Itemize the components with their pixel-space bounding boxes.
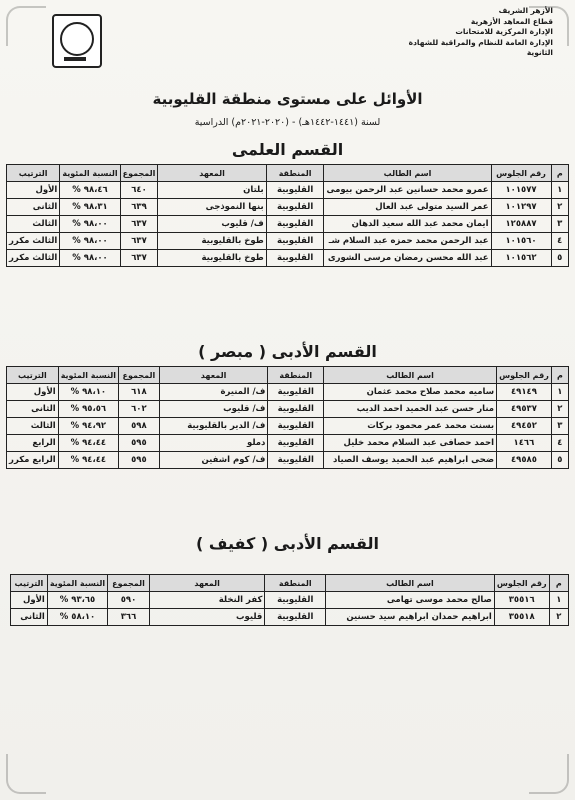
cell-total: ٦١٨ [119, 384, 160, 401]
table-row [7, 435, 569, 452]
cell-rank: الرابع مكرر [7, 452, 59, 469]
cell-percent: ٩٨،١٠ % [58, 384, 118, 401]
cell-region: القليوبية [268, 384, 324, 401]
cell-seat: ١٢٥٨٨٧ [491, 216, 551, 233]
cell-seat: ١٤٦٦ [497, 435, 552, 452]
column-header-total: المجموع [108, 575, 150, 592]
cell-percent: ٩٣،٦٥ % [47, 592, 107, 609]
cell-institute: طوخ بالقليوبية [158, 233, 266, 250]
cell-percent: ٩٨،٠٠ % [60, 233, 120, 250]
column-header-name: اسم الطالب [324, 165, 491, 182]
cell-seat: ٤٩٤٥٢ [497, 418, 552, 435]
column-header-percent: النسبة المئوية [58, 367, 118, 384]
cell-percent: ٩٥،٥٦ % [58, 401, 118, 418]
table-row [7, 233, 569, 250]
table-row [7, 216, 569, 233]
table-row [7, 418, 569, 435]
letterhead-line: الإدارة المركزية للامتحانات [455, 27, 553, 36]
cell-name: صالح محمد موسى تهامى [326, 592, 495, 609]
cell-institute: ف/ قليوب [158, 216, 266, 233]
cell-num: ١ [551, 384, 568, 401]
cell-num: ٢ [549, 609, 568, 626]
cell-total: ٦٤٠ [120, 182, 158, 199]
cell-region: القليوبية [266, 250, 324, 267]
cell-seat: ٤٩٥٨٥ [497, 452, 552, 469]
column-header-total: المجموع [119, 367, 160, 384]
cell-num: ٥ [551, 250, 568, 267]
cell-rank: الرابع [7, 435, 59, 452]
cell-total: ٥٩٥ [119, 452, 160, 469]
table-row [11, 592, 569, 609]
cell-name: ايمان محمد عبد الله سعيد الدهان [324, 216, 491, 233]
cell-rank: الثالث [7, 216, 60, 233]
cell-total: ٥٩٠ [108, 592, 150, 609]
cell-percent: ٩٨،٠٠ % [60, 216, 120, 233]
cell-institute: دملو [159, 435, 268, 452]
column-header-name: اسم الطالب [324, 367, 497, 384]
cell-num: ٤ [551, 233, 568, 250]
letterhead-line: الأزهر الشريف [498, 6, 553, 15]
table-header-row [7, 165, 569, 182]
results-table [10, 574, 569, 626]
cell-total: ٦٠٢ [119, 401, 160, 418]
cell-num: ١ [551, 182, 568, 199]
cell-num: ٤ [551, 435, 568, 452]
ornament-corner [6, 6, 46, 46]
cell-seat: ٣٥٥١٦ [494, 592, 549, 609]
column-header-region: المنطقة [265, 575, 326, 592]
cell-region: القليوبية [268, 452, 324, 469]
cell-region: القليوبية [265, 609, 326, 626]
table-row [7, 452, 569, 469]
cell-name: بسنت محمد عمر محمود بركات [324, 418, 497, 435]
cell-institute: ف/ قليوب [159, 401, 268, 418]
cell-institute: قليوب [149, 609, 265, 626]
cell-name: ضحى ابراهيم عبد الحميد يوسف الصياد [324, 452, 497, 469]
column-header-rank: الترتيب [7, 165, 60, 182]
cell-seat: ١٠١٥٦٠ [491, 233, 551, 250]
document-subtitle: لسنة (١٤٤١-١٤٤٢هـ) - (٢٠٢٠-٢٠٢١م) الدراسية [194, 117, 381, 128]
table-row [7, 182, 569, 199]
cell-rank: الأول [11, 592, 48, 609]
column-header-seat: رقم الجلوس [494, 575, 549, 592]
cell-region: القليوبية [266, 199, 324, 216]
cell-percent: ٩٤،٤٤ % [58, 452, 118, 469]
cell-name: عمرو محمد حسانين عبد الرحمن بيومى [324, 182, 491, 199]
column-header-percent: النسبة المئوية [60, 165, 120, 182]
cell-seat: ١٠١٥٦٢ [491, 250, 551, 267]
cell-name: منار حسن عبد الحميد احمد الديب [324, 401, 497, 418]
cell-num: ٣ [551, 418, 568, 435]
cell-num: ٣ [551, 216, 568, 233]
column-header-institute: المعهد [149, 575, 265, 592]
column-header-num: م [549, 575, 568, 592]
cell-name: احمد حصافى عبد السلام محمد خليل [324, 435, 497, 452]
cell-name: ابراهيم حمدان ابراهيم سيد حسنين [326, 609, 495, 626]
cell-total: ٦٣٧ [120, 216, 158, 233]
column-header-name: اسم الطالب [326, 575, 495, 592]
cell-region: القليوبية [268, 418, 324, 435]
table-row [7, 199, 569, 216]
column-header-institute: المعهد [158, 165, 266, 182]
results-table [6, 366, 569, 469]
cell-name: عبد الله محسن رمضان مرسى الشورى [324, 250, 491, 267]
cell-seat: ١٠١٥٧٧ [491, 182, 551, 199]
cell-total: ٥٩٥ [119, 435, 160, 452]
cell-rank: الثالث [7, 418, 59, 435]
letterhead-line: الإدارة العامة للنظام والمراقبة للشهادة الثانوية [408, 37, 553, 57]
cell-institute: طوخ بالقليوبية [158, 250, 266, 267]
cell-total: ٣٦٦ [108, 609, 150, 626]
cell-rank: الثانى [7, 199, 60, 216]
column-header-total: المجموع [120, 165, 158, 182]
section-title: القسم الأدبى ( مبصر ) [198, 342, 377, 361]
column-header-seat: رقم الجلوس [491, 165, 551, 182]
cell-seat: ٣٥٥١٨ [494, 609, 549, 626]
document-title: الأوائل على مستوى منطقة القليوبية [152, 90, 423, 108]
column-header-seat: رقم الجلوس [497, 367, 552, 384]
cell-institute: ف/ الدير بالقليوبية [159, 418, 268, 435]
ornament-corner [529, 754, 569, 794]
cell-num: ٢ [551, 401, 568, 418]
cell-region: القليوبية [266, 216, 324, 233]
cell-institute: ف/ المنيرة [159, 384, 268, 401]
cell-name: عمر السيد متولى عبد العال [324, 199, 491, 216]
cell-institute: ف/ كوم اشفين [159, 452, 268, 469]
cell-total: ٦٣٧ [120, 233, 158, 250]
column-header-percent: النسبة المئوية [47, 575, 107, 592]
cell-seat: ١٠١٢٩٧ [491, 199, 551, 216]
cell-region: القليوبية [266, 182, 324, 199]
cell-institute: بنها النموذجى [158, 199, 266, 216]
letterhead [383, 6, 553, 59]
section-title: القسم العلمى [231, 140, 344, 159]
cell-rank: الثالث مكرر [7, 233, 60, 250]
cell-rank: الثالث مكرر [7, 250, 60, 267]
column-header-num: م [551, 367, 568, 384]
cell-total: ٦٣٩ [120, 199, 158, 216]
column-header-institute: المعهد [159, 367, 268, 384]
column-header-rank: الترتيب [7, 367, 59, 384]
cell-total: ٥٩٨ [119, 418, 160, 435]
results-table [6, 164, 569, 267]
cell-seat: ٤٩١٤٩ [497, 384, 552, 401]
cell-percent: ٥٨،١٠ % [47, 609, 107, 626]
cell-seat: ٤٩٥٣٧ [497, 401, 552, 418]
cell-num: ١ [549, 592, 568, 609]
cell-percent: ٩٤،٩٢ % [58, 418, 118, 435]
cell-region: القليوبية [268, 435, 324, 452]
table-row [7, 250, 569, 267]
cell-name: عبد الرحمن محمد حمزه عبد السلام شـ [324, 233, 491, 250]
table-row [7, 384, 569, 401]
cell-percent: ٩٨،٠٠ % [60, 250, 120, 267]
cell-percent: ٩٨،٤٦ % [60, 182, 120, 199]
cell-region: القليوبية [265, 592, 326, 609]
cell-num: ٥ [551, 452, 568, 469]
column-header-region: المنطقة [266, 165, 324, 182]
cell-region: القليوبية [266, 233, 324, 250]
cell-rank: الأول [7, 182, 60, 199]
ornament-corner [6, 754, 46, 794]
column-header-rank: الترتيب [11, 575, 48, 592]
section-title: القسم الأدبى ( كفيف ) [196, 534, 379, 553]
cell-percent: ٩٤،٤٤ % [58, 435, 118, 452]
table-header-row [11, 575, 569, 592]
cell-institute: كفر النخلة [149, 592, 265, 609]
column-header-region: المنطقة [268, 367, 324, 384]
cell-name: ساميه محمد صلاح محمد عثمان [324, 384, 497, 401]
column-header-num: م [551, 165, 568, 182]
cell-percent: ٩٨،٣١ % [60, 199, 120, 216]
cell-rank: الأول [7, 384, 59, 401]
al-azhar-logo-icon [52, 14, 102, 68]
cell-rank: الثانى [7, 401, 59, 418]
letterhead-line: قطاع المعاهد الأزهرية [470, 16, 553, 26]
cell-institute: بلتان [158, 182, 266, 199]
cell-rank: الثانى [11, 609, 48, 626]
table-header-row [7, 367, 569, 384]
cell-region: القليوبية [268, 401, 324, 418]
cell-total: ٦٣٧ [120, 250, 158, 267]
table-row [7, 401, 569, 418]
cell-num: ٢ [551, 199, 568, 216]
table-row [11, 609, 569, 626]
